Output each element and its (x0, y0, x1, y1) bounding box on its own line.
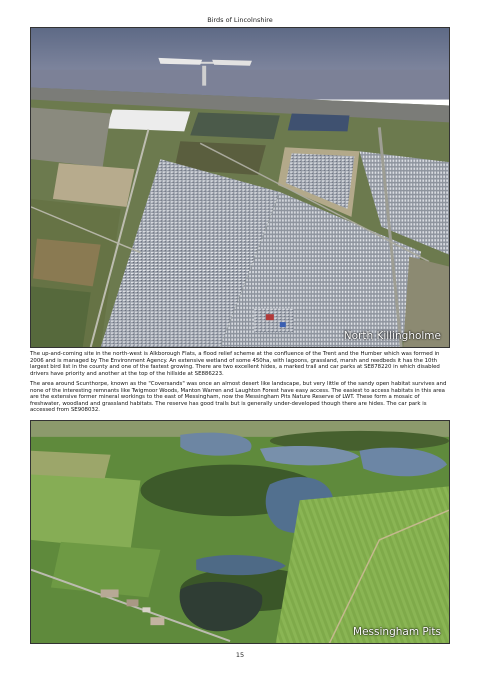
body-paragraph: The area around Scunthorpe, known as the "Coversands" was once an almost desert like landscape, but very little of the sandy open habitat survives and none of the interesting remnants like Twigmoor Woods, Manton Warren and Laughton Forest have easy access. The easiest to access habitats in this area are the extensive former mineral workings to the east of Messingham, now the Messingham Pits Nature Reserve of LWT. These form a mosaic of freshwater, woodland and grassland habitats. The reserve has good trails but is generally under-developed though there are hides. The car park is accessed from SE908032. (30, 381, 447, 414)
aerial-photo-messingham-pits (30, 420, 450, 644)
page-number: 15 (235, 651, 245, 659)
page-header: Birds of Lincolnshire (207, 16, 273, 24)
photo-caption: Messingham Pits (353, 626, 441, 638)
aerial-photo-messingham-pits-image (31, 421, 449, 643)
aerial-photo-north-killingholme-image (31, 28, 449, 347)
photo-caption: North Killingholme (343, 330, 441, 342)
body-paragraph: The up-and-coming site in the north-west is Alkborough Flats, a flood relief scheme at the confluence of the Trent and the Humber which was formed in 2006 and is managed by The Environment Agency. An extensive wetland of some 450ha, with lagoons, grassland, marsh and reedbeds it has the 10th largest bird list in the county and one of the fastest growing. There are two excellent hides, a marked trail and car parks at SE878220 in which disabled drivers have priority and another at the top of the hillside at SE886223. (30, 351, 440, 377)
aerial-photo-north-killingholme (30, 27, 450, 348)
